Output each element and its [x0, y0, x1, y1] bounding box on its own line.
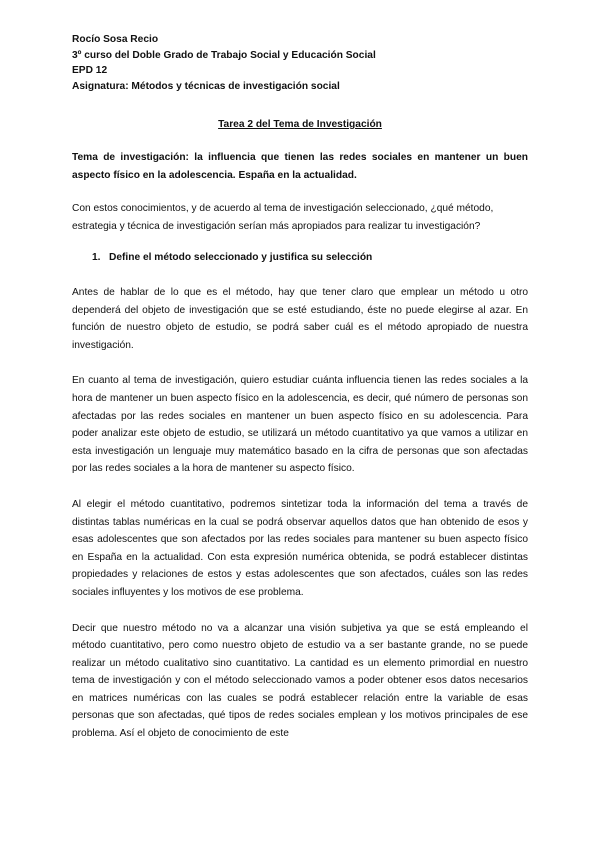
- section-heading: [92, 250, 528, 265]
- group-line: EPD 12: [72, 65, 108, 76]
- section-title: Define el método seleccionado y justifica su selección: [109, 252, 373, 263]
- course-line: 3º curso del Doble Grado de Trabajo Social y Educación Social: [72, 49, 376, 61]
- author-name: Rocío Sosa Recio: [72, 34, 159, 45]
- subject-line: Asignatura: Métodos y técnicas de investigación social: [72, 80, 340, 92]
- section-number: 1.: [92, 252, 101, 263]
- paragraph-4: Decir que nuestro método no va a alcanzar una visión subjetiva ya que se está empleando el método cuantitativo, pero como nuestro objeto de estudio va a ser bastante grande, no se puede realizar un método cualitativo sino cuantitativo. La cantidad es un elemento primordial en nuestro tema de investigación y con el método seleccionado vamos a poder obtener esos datos necesarios en matrices numéricas con las cuales se podrá establecer relación entre la variable de esas personas que son afectadas, qué tipos de redes sociales emplean y los motivos principales de ese problema. Así el objeto de conocimiento de este: [72, 622, 528, 740]
- research-topic: Tema de investigación: la influencia que tienen las redes sociales en mantener un buen aspecto físico en la adolescencia. España en la actualidad.: [72, 152, 528, 181]
- paragraph-1: Antes de hablar de lo que es el método, hay que tener claro que emplear un método u otro dependerá del objeto de investigación que se esté estudiando, éste no puede elegirse al azar. En función de nuestro objeto de estudio, se podrá saber cuál es el método apropiado de nuestra investigación.: [72, 287, 528, 351]
- research-question: Con estos conocimientos, y de acuerdo al tema de investigación seleccionado, ¿qué método, estrategia y técnica de investigación serían más apropiados para realizar tu investigación?: [72, 203, 494, 232]
- paragraph-2: En cuanto al tema de investigación, quiero estudiar cuánta influencia tienen las redes sociales a la hora de mantener un buen aspecto físico en la adolescencia, es decir, qué número de personas son afectadas por las redes sociales en mantener un buen aspecto físico en su adolescencia. Para poder analizar este objeto de estudio, se utilizará un método cuantitativo ya que vamos a utilizar en esta investigación un lenguaje muy matemático basado en la cifra de personas que son afectadas por las redes sociales a la hora de mantener su aspecto físico.: [72, 375, 528, 475]
- paragraph-3: Al elegir el método cuantitativo, podremos sintetizar toda la información del tema a través de distintas tablas numéricas en la cual se podrá observar aquellos datos que han obtenido de esos y esas adolescentes que son afectados por las redes sociales para mantener su buen aspecto físico en España en la actualidad. Con esta expresión numérica obtenida, se podrá establecer distintas propiedades y relaciones de estos y estas adolescentes que son afectados, cuáles son las redes sociales influyentes y los motivos de ese problema.: [72, 498, 528, 598]
- task-title: Tarea 2 del Tema de Investigación: [218, 119, 382, 130]
